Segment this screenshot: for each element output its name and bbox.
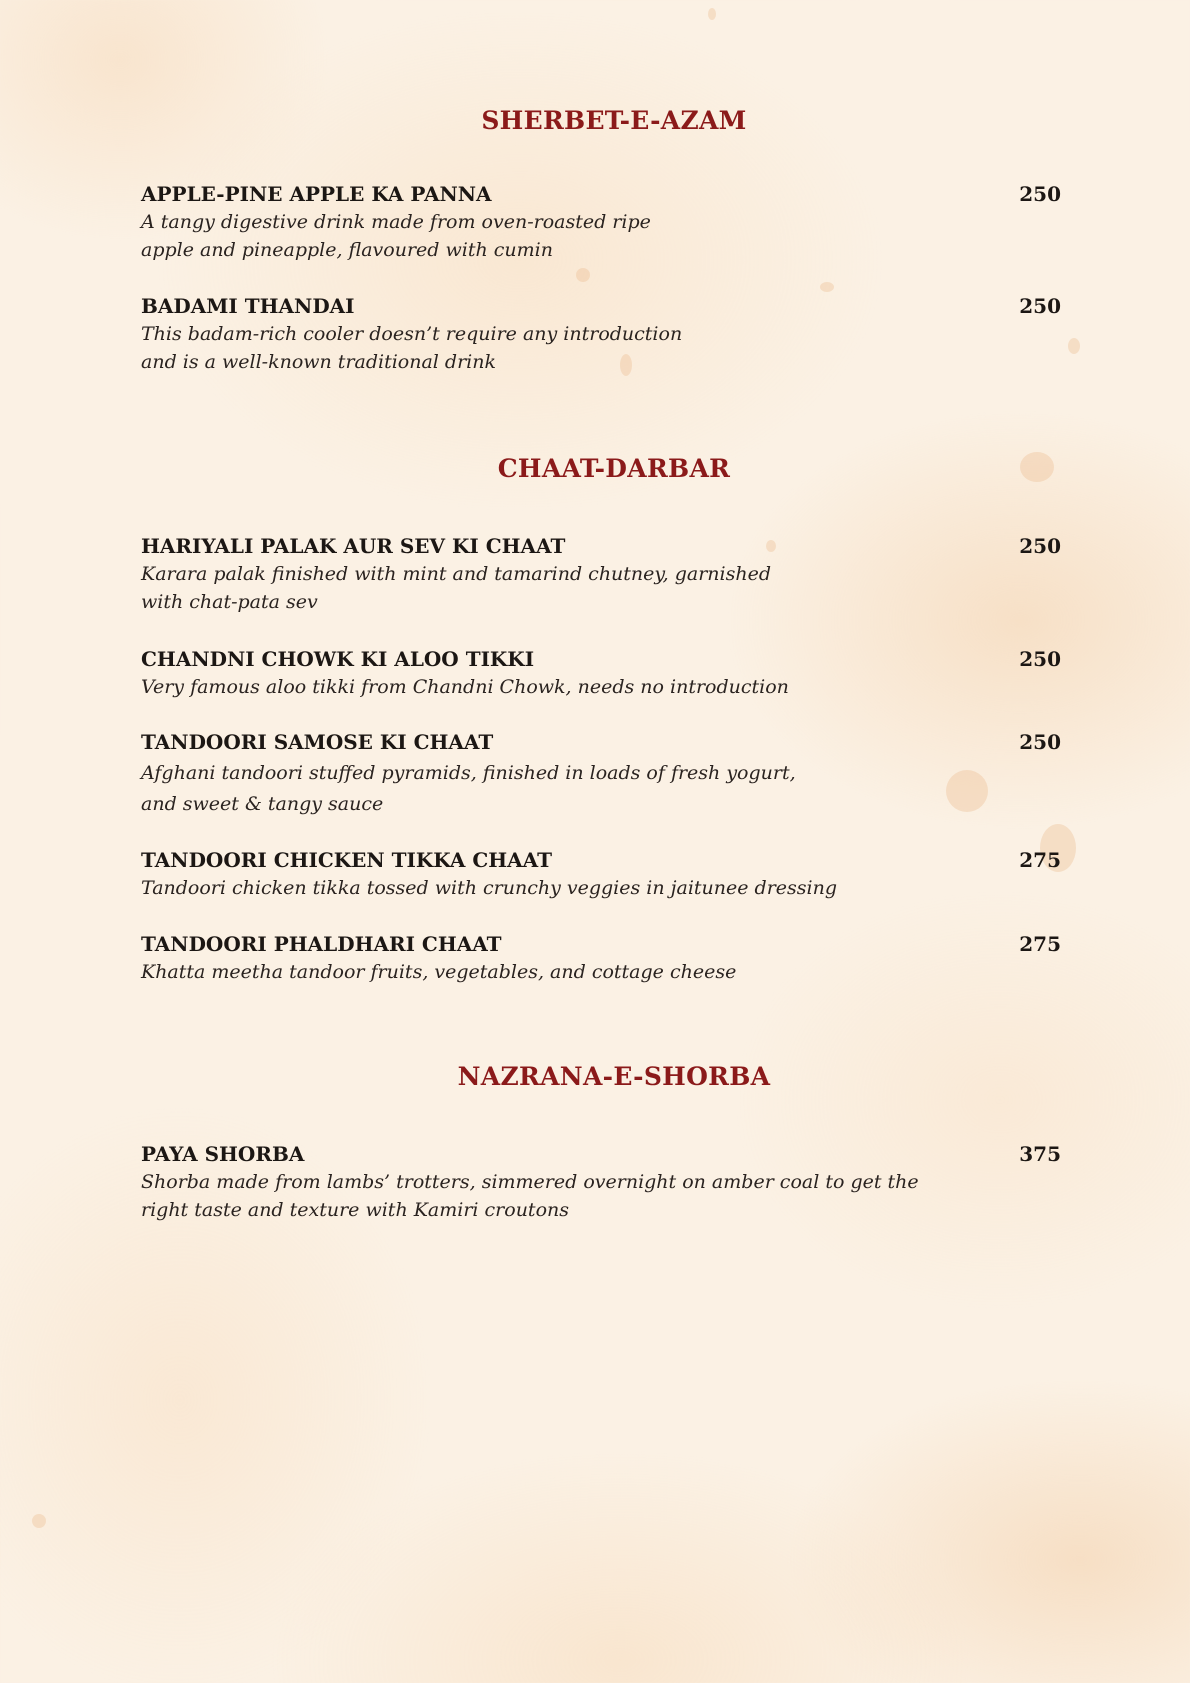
item-description: Tandoori chicken tikka tossed with crunchy veggies in jaitunee dressing xyxy=(141,877,838,899)
paper-stain xyxy=(1068,338,1080,354)
item-name: TANDOORI CHICKEN TIKKA CHAAT xyxy=(141,848,552,872)
item-name: TANDOORI PHALDHARI CHAAT xyxy=(141,932,502,956)
item-description: Khatta meetha tandoor fruits, vegetables, and cottage cheese xyxy=(141,961,737,983)
menu-item xyxy=(141,294,1061,376)
section-title-sherbet-e-azam: SHERBET-E-AZAM xyxy=(481,106,747,135)
item-price: 250 xyxy=(1019,647,1061,671)
item-description: Karara palak finished with mint and tamarind chutney, garnished with chat-pata sev xyxy=(141,563,771,613)
item-description: Very famous aloo tikki from Chandni Chowk, needs no introduction xyxy=(141,676,789,698)
paper-stain xyxy=(576,268,590,282)
menu-item xyxy=(141,932,1061,986)
item-price: 275 xyxy=(1019,932,1061,956)
item-description: A tangy digestive drink made from oven-roasted ripe apple and pineapple, flavoured with cumin xyxy=(141,211,651,261)
item-name: CHANDNI CHOWK KI ALOO TIKKI xyxy=(141,647,535,671)
item-description: Shorba made from lambs’ trotters, simmered overnight on amber coal to get the right taste and texture with Kamiri croutons xyxy=(141,1171,919,1221)
item-description: This badam-rich cooler doesn’t require any introduction and is a well-known traditional drink xyxy=(141,323,683,373)
item-description: Afghani tandoori stuffed pyramids, finished in loads of fresh yogurt, and sweet & tangy sauce xyxy=(141,762,796,815)
menu-item xyxy=(141,848,1061,902)
item-name: BADAMI THANDAI xyxy=(141,294,355,318)
item-price: 375 xyxy=(1019,1142,1061,1166)
item-price: 250 xyxy=(1019,730,1061,754)
paper-stain xyxy=(820,282,834,292)
section-title-chaat-darbar: CHAAT-DARBAR xyxy=(497,454,731,483)
item-price: 250 xyxy=(1019,294,1061,318)
item-name: PAYA SHORBA xyxy=(141,1142,305,1166)
section-title-nazrana-e-shorba: NAZRANA-E-SHORBA xyxy=(457,1062,771,1091)
item-name: TANDOORI SAMOSE KI CHAAT xyxy=(141,730,494,754)
paper-stain xyxy=(708,8,716,20)
item-price: 275 xyxy=(1019,848,1061,872)
item-name: APPLE-PINE APPLE KA PANNA xyxy=(141,182,492,206)
paper-stain xyxy=(32,1514,46,1528)
item-price: 250 xyxy=(1019,182,1061,206)
item-name: HARIYALI PALAK AUR SEV KI CHAAT xyxy=(141,534,566,558)
menu-item xyxy=(141,534,1061,616)
menu-item xyxy=(141,182,1061,264)
menu-item xyxy=(141,1142,1061,1224)
menu-item xyxy=(141,730,1061,820)
item-price: 250 xyxy=(1019,534,1061,558)
menu-item xyxy=(141,647,1061,701)
